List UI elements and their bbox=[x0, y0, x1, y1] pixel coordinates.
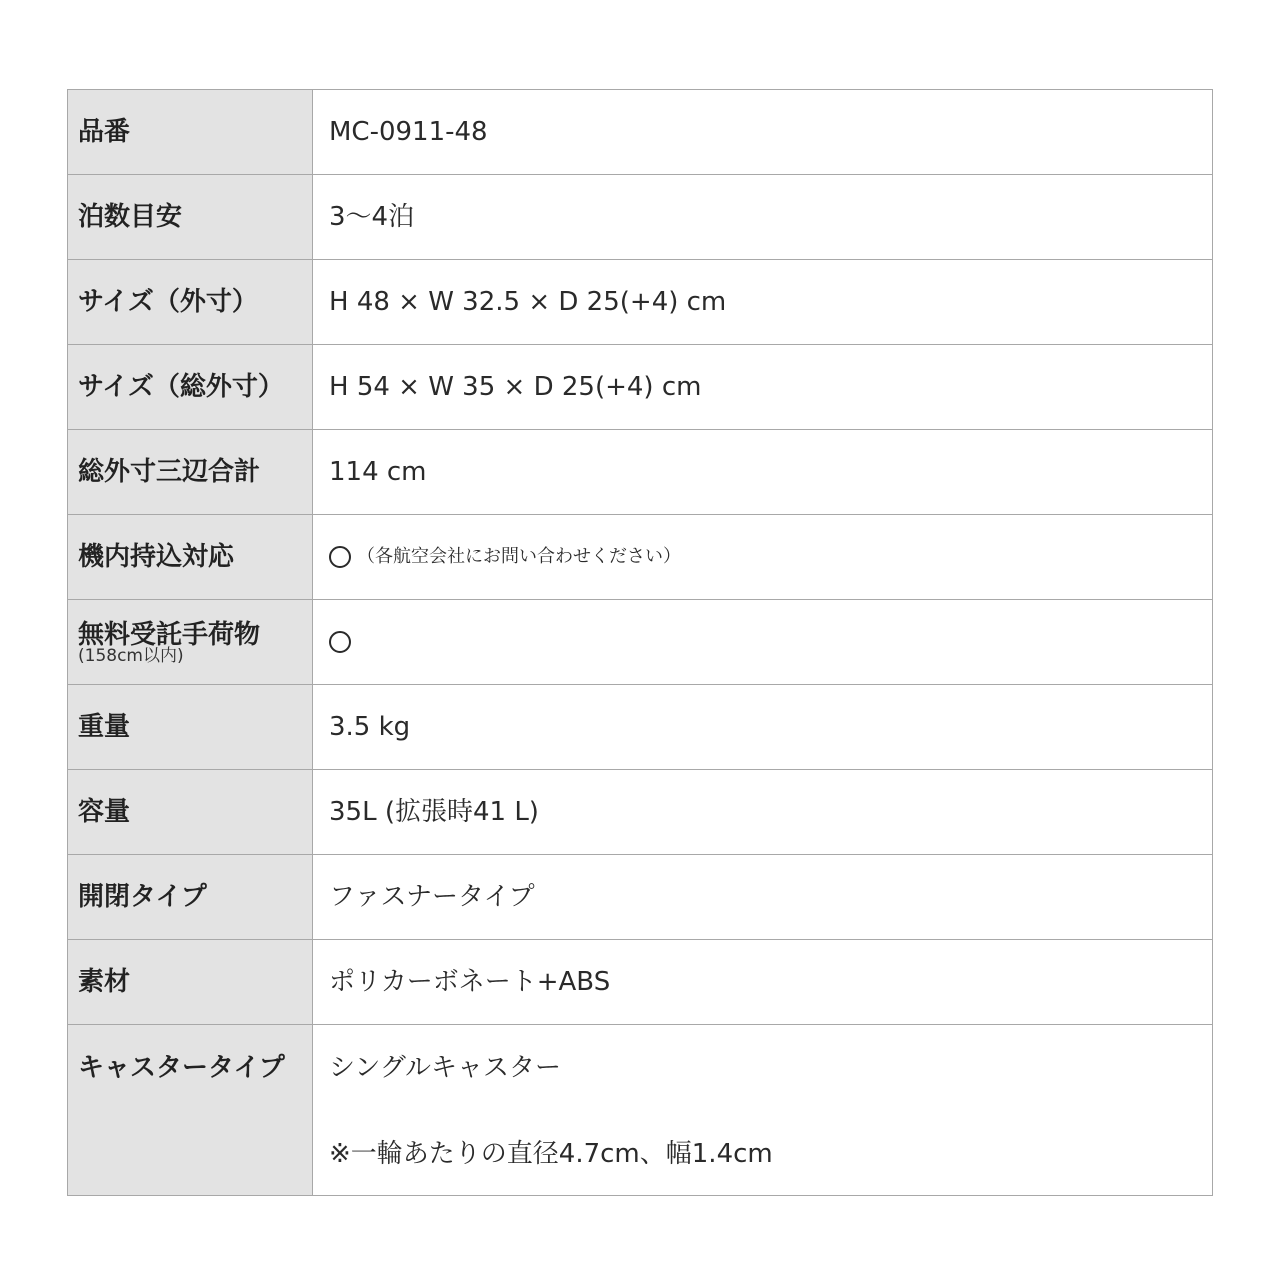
label-cell bbox=[68, 1025, 313, 1195]
value-cell bbox=[313, 515, 1212, 599]
value-cell bbox=[313, 600, 1212, 684]
spec-table bbox=[67, 89, 1213, 1196]
label-cell bbox=[68, 90, 313, 174]
row-label: 素材 bbox=[78, 967, 131, 997]
row-value: 35L (拡張時41 L) bbox=[329, 797, 539, 827]
circle-icon bbox=[329, 546, 351, 568]
value-cell bbox=[313, 770, 1212, 854]
label-cell bbox=[68, 345, 313, 429]
row-label: 総外寸三辺合計 bbox=[78, 457, 261, 487]
spec-row-three-side-sum bbox=[68, 430, 1212, 515]
row-value: ポリカーボネート+ABS bbox=[329, 967, 611, 997]
spec-row-material bbox=[68, 940, 1212, 1025]
label-cell bbox=[68, 175, 313, 259]
value-cell bbox=[313, 685, 1212, 769]
row-value-note: （各航空会社にお問い合わせください） bbox=[357, 546, 681, 567]
spec-row-capacity bbox=[68, 770, 1212, 855]
row-value: 3.5 kg bbox=[329, 712, 411, 742]
spec-row-caster-type bbox=[68, 1025, 1212, 1195]
label-cell bbox=[68, 685, 313, 769]
row-label: 重量 bbox=[78, 712, 131, 742]
value-cell bbox=[313, 175, 1212, 259]
label-cell bbox=[68, 855, 313, 939]
row-value: H 48 × W 32.5 × D 25(+4) cm bbox=[329, 287, 727, 317]
spec-row-nights bbox=[68, 175, 1212, 260]
row-label-sub: (158cm以内) bbox=[78, 645, 184, 666]
label-cell bbox=[68, 940, 313, 1024]
row-label: 開閉タイプ bbox=[78, 882, 207, 912]
row-label: 容量 bbox=[78, 797, 131, 827]
row-label: 無料受託手荷物 bbox=[78, 619, 261, 650]
row-label: サイズ（外寸） bbox=[78, 287, 258, 317]
value-cell bbox=[313, 855, 1212, 939]
label-cell bbox=[68, 770, 313, 854]
label-cell bbox=[68, 260, 313, 344]
spec-row-carry-on bbox=[68, 515, 1212, 600]
spec-row-free-checked-baggage bbox=[68, 600, 1212, 685]
label-cell bbox=[68, 430, 313, 514]
row-value: ファスナータイプ bbox=[329, 882, 535, 912]
spec-row-size-total bbox=[68, 345, 1212, 430]
row-label: サイズ（総外寸） bbox=[78, 372, 284, 402]
label-cell bbox=[68, 600, 313, 684]
row-value: 3〜4泊 bbox=[329, 202, 415, 232]
row-label: 機内持込対応 bbox=[78, 542, 235, 572]
row-value: シングルキャスター bbox=[329, 1053, 562, 1083]
value-cell bbox=[313, 90, 1212, 174]
value-cell bbox=[313, 430, 1212, 514]
circle-icon bbox=[329, 631, 351, 653]
spec-row-closure-type bbox=[68, 855, 1212, 940]
row-value bbox=[329, 546, 1212, 568]
row-label: 品番 bbox=[78, 117, 131, 147]
row-value: H 54 × W 35 × D 25(+4) cm bbox=[329, 372, 702, 402]
spec-row-size-outer bbox=[68, 260, 1212, 345]
label-cell bbox=[68, 515, 313, 599]
value-cell bbox=[313, 345, 1212, 429]
value-cell bbox=[313, 940, 1212, 1024]
row-value-note: ※一輪あたりの直径4.7cm、幅1.4cm bbox=[329, 1139, 773, 1169]
row-value: 114 cm bbox=[329, 457, 427, 487]
spec-row-product-number bbox=[68, 90, 1212, 175]
row-value: MC-0911-48 bbox=[329, 117, 488, 147]
row-label: キャスタータイプ bbox=[78, 1053, 285, 1083]
row-label: 泊数目安 bbox=[78, 202, 183, 232]
value-cell bbox=[313, 1025, 1212, 1195]
row-value bbox=[329, 631, 1212, 653]
spec-row-weight bbox=[68, 685, 1212, 770]
value-cell bbox=[313, 260, 1212, 344]
